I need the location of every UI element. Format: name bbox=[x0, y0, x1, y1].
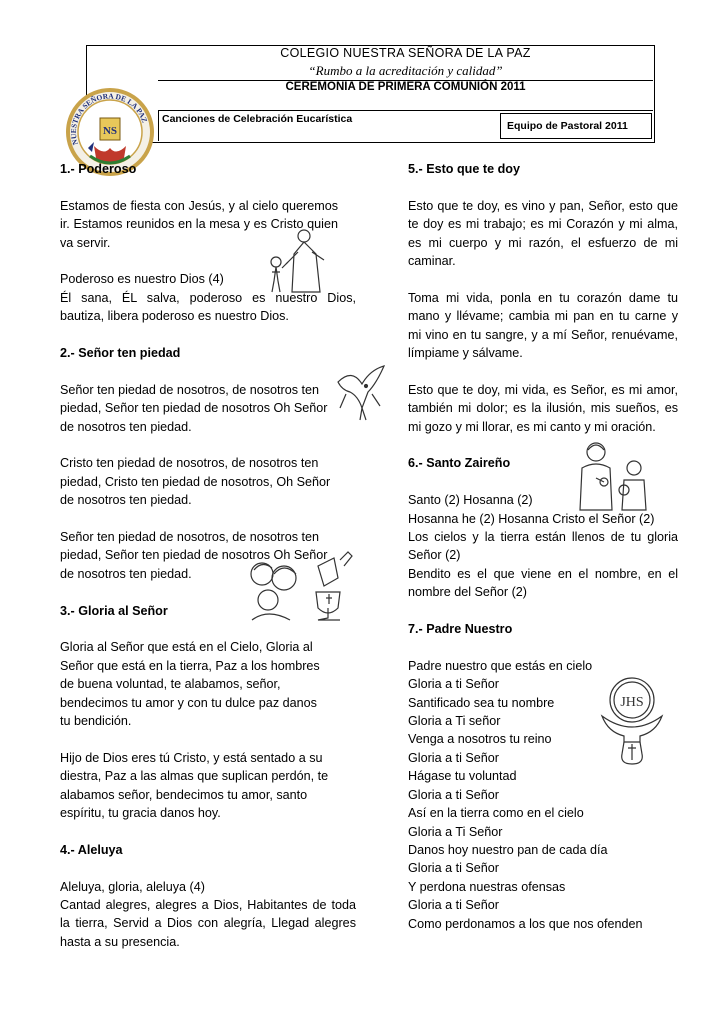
song-6-line: Bendito es el que viene en el nombre, en el nombre del Señor (2) bbox=[408, 566, 678, 600]
school-motto: “Rumbo a la acreditación y calidad” bbox=[308, 63, 503, 78]
song-7-line: Gloria a ti Señor bbox=[408, 898, 499, 913]
song-1-chorus-line: Poderoso es nuestro Dios (4) bbox=[60, 272, 224, 287]
song-2-verse-3: Señor ten piedad de nosotros, de nosotros ten piedad, Señor ten piedad de nosotros Oh Señor de nosotros ten piedad. bbox=[60, 530, 328, 581]
song-7-line: Venga a nosotros tu reino bbox=[408, 732, 552, 747]
song-6-line: Hosanna he (2) Hosanna Cristo el Señor (2) bbox=[408, 511, 655, 526]
right-column bbox=[408, 160, 678, 933]
song-7-line: Gloria a ti Señor bbox=[408, 861, 499, 876]
song-4-title: 4.- Aleluya bbox=[60, 842, 123, 857]
song-3-verse-2: Hijo de Dios eres tú Cristo, y está sentado a su diestra, Paz a las almas que suplican perdón, te alabamos señor, bendecimos tu amor, santo espíritu, tu gracia danos hoy. bbox=[60, 750, 329, 821]
section-title: Canciones de Celebración Eucarística bbox=[162, 113, 353, 125]
school-name: COLEGIO NUESTRA SEÑORA DE LA PAZ bbox=[280, 46, 531, 60]
song-2-verse-2: Cristo ten piedad de nosotros, de nosotros ten piedad, Cristo ten piedad de nosotros, Oh Señor de nosotros ten piedad. bbox=[60, 456, 331, 508]
team-label: Equipo de Pastoral 2011 bbox=[507, 120, 628, 132]
song-7-line: Hágase tu voluntad bbox=[408, 769, 517, 784]
team-box bbox=[500, 113, 652, 139]
host-chalice-illustration bbox=[596, 676, 666, 768]
song-5-verse-3: Esto que te doy, mi vida, es Señor, es mi amor, también mi dolor; es la ilusión, mis sueños, es mi gozo y mi llorar, es mi canto y mi oración. bbox=[408, 382, 678, 434]
song-7-line: Gloria a ti Señor bbox=[408, 677, 499, 692]
song-6-line: Los cielos y la tierra están llenos de tu gloria Señor (2) bbox=[408, 530, 678, 563]
song-6-line: Santo (2) Hosanna (2) bbox=[408, 493, 533, 508]
header-vertical-divider bbox=[158, 110, 159, 141]
song-1-verse-1: Estamos de fiesta con Jesús, y al cielo queremos ir. Estamos reunidos en la mesa y es Cristo quien va servir. bbox=[60, 198, 338, 250]
song-7-line: Danos hoy nuestro pan de cada día bbox=[408, 842, 608, 857]
song-4-verse: Cantad alegres, alegres a Dios, Habitantes de toda la tierra, Servid a Dios con alegría, Llegad alegres hasta a su presencia. bbox=[60, 898, 356, 949]
logo-initials: NS bbox=[102, 125, 118, 137]
header-divider bbox=[158, 110, 653, 111]
song-6-title: 6.- Santo Zaireño bbox=[408, 456, 511, 471]
event-title: CEREMONIA DE PRIMERA COMUNIÓN 2011 bbox=[158, 80, 653, 97]
logo-ring-text: NUESTRA SEÑORA DE LA PAZ bbox=[68, 91, 150, 146]
song-1-title: 1.- Poderoso bbox=[60, 162, 137, 176]
song-5-title: 5.- Esto que te doy bbox=[408, 162, 520, 176]
song-7-line: Gloria a Ti señor bbox=[408, 714, 501, 729]
song-1-chorus: Él sana, ÉL salva, poderoso es nuestro Dios, bautiza, libera poderoso es nuestro Dios. bbox=[60, 290, 356, 324]
song-2-verse-1: Señor ten piedad de nosotros, de nosotros ten piedad, Señor ten piedad de nosotros Oh Señor de nosotros ten piedad. bbox=[60, 382, 328, 434]
children-chalice-illustration bbox=[244, 548, 356, 624]
host-monogram: JHS bbox=[620, 695, 644, 710]
dove-illustration bbox=[332, 364, 392, 422]
priest-child-illustration bbox=[262, 226, 332, 294]
jesus-children-illustration bbox=[574, 438, 654, 512]
song-3-title: 3.- Gloria al Señor bbox=[60, 603, 168, 618]
song-4-chorus-line: Aleluya, gloria, aleluya (4) bbox=[60, 879, 205, 894]
song-2-title: 2.- Señor ten piedad bbox=[60, 346, 181, 361]
song-7-line: Y perdona nuestras ofensas bbox=[408, 879, 566, 894]
song-7-line: Como perdonamos a los que nos ofenden bbox=[408, 916, 643, 931]
song-3-verse-1: Gloria al Señor que está en el Cielo, Gloria al Señor que está en la tierra, Paz a los hombres de buena voluntad, te alabamos, señor, bendecimos tu amor y con tu dulce paz danos tu bendición. bbox=[60, 640, 320, 729]
song-7-line: Gloria a ti Señor bbox=[408, 750, 499, 765]
song-5-verse-2: Toma mi vida, ponla en tu corazón dame tu mano y llévame; cambia mi pan en tu carne y mi vino en tu sangre, y a mí Señor, renuévame, límpiame y sálvame. bbox=[408, 290, 678, 361]
song-7-line: Gloria a Ti Señor bbox=[408, 824, 503, 839]
song-7-line: Así en la tierra como en el cielo bbox=[408, 806, 584, 821]
song-7-line: Santificado sea tu nombre bbox=[408, 695, 555, 710]
song-7-line: Gloria a ti Señor bbox=[408, 787, 499, 802]
song-7-title: 7.- Padre Nuestro bbox=[408, 622, 513, 637]
song-5-verse-1: Esto que te doy, es vino y pan, Señor, esto que te doy es mi trabajo; es mi Corazón y mi alma, es mi cuerpo y mi razón, el esfuerzo de mi caminar. bbox=[408, 198, 678, 269]
song-7-line: Padre nuestro que estás en cielo bbox=[408, 658, 593, 673]
